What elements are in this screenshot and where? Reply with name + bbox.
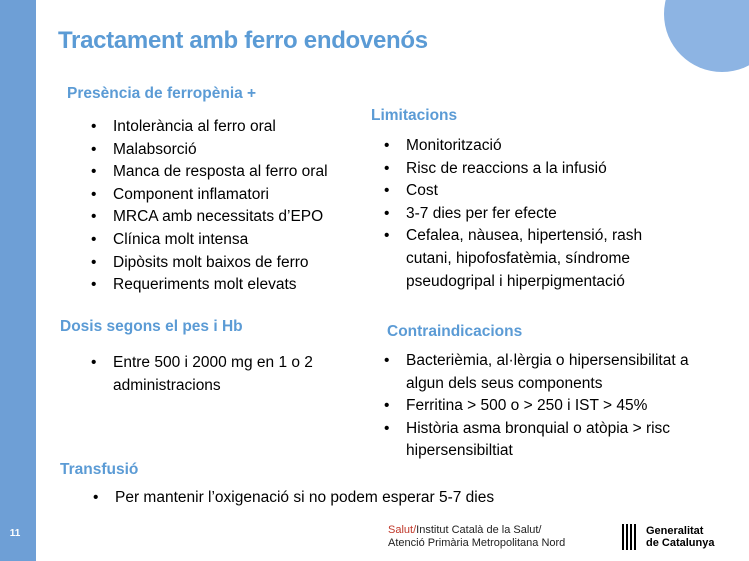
footer-organization xyxy=(388,524,565,550)
heading-dosis: Dosis segons el pes i Hb xyxy=(60,318,243,335)
heading-transfusio: Transfusió xyxy=(60,461,139,478)
list-ferropenia xyxy=(86,116,371,297)
list-item: • Component inflamatori xyxy=(86,184,371,207)
list-item: • MRCA amb necessitats d’EPO xyxy=(86,206,371,229)
slide-title: Tractament amb ferro endovenós xyxy=(58,27,428,54)
list-item: • Manca de resposta al ferro oral xyxy=(86,161,371,184)
list-item: • Intolerància al ferro oral xyxy=(86,116,371,139)
list-item: • Història asma bronquial o atòpia > risc hipersensibiltiat xyxy=(379,418,719,463)
list-limitacions xyxy=(379,135,689,293)
heading-ferropenia: Presència de ferropènia + xyxy=(67,85,257,102)
list-item: • Bacterièmia, al·lèrgia o hipersensibilitat a algun dels seus components xyxy=(379,350,719,395)
list-item: • 3-7 dies per fer efecte xyxy=(379,203,689,226)
generalitat-logo xyxy=(622,524,714,550)
list-item: • Risc de reaccions a la infusió xyxy=(379,158,689,181)
list-contraindicacions xyxy=(379,350,719,463)
list-item: • Cefalea, nàusea, hipertensió, rash cutani, hipofosfatèmia, síndrome pseudogripal i hiperpigmentació xyxy=(379,225,689,293)
corner-decoration xyxy=(664,0,749,72)
list-item: • Dipòsits molt baixos de ferro xyxy=(86,252,371,275)
list-item: • Monitorització xyxy=(379,135,689,158)
footer-org-line2: Atenció Primària Metropolitana Nord xyxy=(388,537,566,549)
list-item: • Clínica molt intensa xyxy=(86,229,371,252)
slide-number: 11 xyxy=(9,528,21,539)
gov-line1: Generalitat xyxy=(646,525,704,537)
list-dosis xyxy=(86,352,356,397)
generalitat-text xyxy=(646,525,714,549)
heading-contraindicacions: Contraindicacions xyxy=(387,323,523,340)
list-item: • Cost xyxy=(379,180,689,203)
gov-line2: de Catalunya xyxy=(646,537,715,549)
list-item: • Malabsorció xyxy=(86,139,371,162)
catalan-stripes-icon xyxy=(622,524,642,550)
list-transfusio xyxy=(88,487,608,510)
list-item: • Entre 500 i 2000 mg en 1 o 2 administracions xyxy=(86,352,356,397)
left-sidebar-bar xyxy=(0,0,36,561)
list-item: • Requeriments molt elevats xyxy=(86,274,371,297)
footer-org-line1: Institut Català de la Salut/ xyxy=(416,524,542,536)
list-item: • Per mantenir l’oxigenació si no podem esperar 5-7 dies xyxy=(88,487,608,510)
footer-salut-prefix: Salut/ xyxy=(388,524,417,536)
heading-limitacions: Limitacions xyxy=(371,107,458,124)
list-item: • Ferritina > 500 o > 250 i IST > 45% xyxy=(379,395,719,418)
